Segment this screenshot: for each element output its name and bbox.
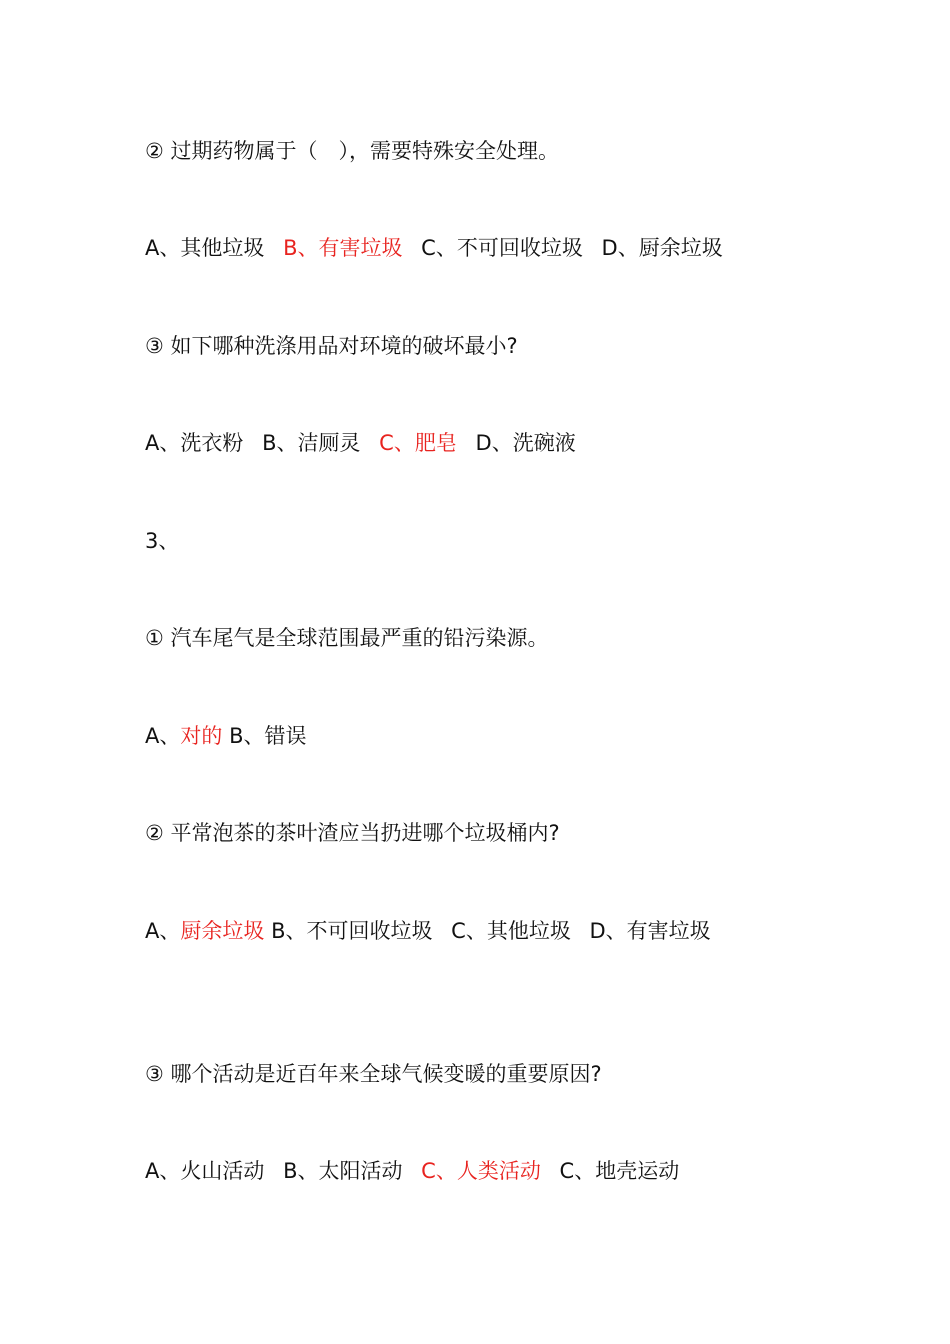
- option-b-answer: B、有害垃圾: [283, 236, 403, 260]
- option-d: D、有害垃圾: [589, 919, 711, 943]
- section-heading: 3、: [145, 529, 180, 553]
- options-3-1: [145, 721, 306, 751]
- options-2-3: [145, 428, 576, 458]
- option-d: D、洗碗液: [475, 431, 576, 455]
- option-d: D、厨余垃圾: [601, 236, 723, 260]
- option-a: A、火山活动: [145, 1159, 265, 1183]
- option-a: A、对的: [145, 724, 223, 748]
- option-b: B、错误: [229, 724, 307, 748]
- option-b: B、洁厕灵: [262, 431, 361, 455]
- option-a: A、其他垃圾: [145, 236, 265, 260]
- option-c: C、不可回收垃圾: [421, 236, 583, 260]
- question-3-2: ② 平常泡茶的茶叶渣应当扔进哪个垃圾桶内?: [145, 821, 560, 845]
- option-c-answer: C、人类活动: [421, 1159, 541, 1183]
- option-c: C、其他垃圾: [451, 919, 571, 943]
- option-a: A、洗衣粉: [145, 431, 244, 455]
- option-a-answer-text: 厨余垃圾: [180, 919, 265, 943]
- option-a-answer-text: 对的: [180, 724, 223, 748]
- question-3-3: ③ 哪个活动是近百年来全球气候变暖的重要原因?: [145, 1062, 602, 1086]
- option-b: B、不可回收垃圾: [271, 919, 433, 943]
- option-a: A、厨余垃圾: [145, 919, 265, 943]
- option-c-answer: C、肥皂: [379, 431, 457, 455]
- option-c-second: C、地壳运动: [559, 1159, 680, 1183]
- options-3-2: [145, 916, 711, 946]
- option-b: B、太阳活动: [283, 1159, 403, 1183]
- question-2-3: ③ 如下哪种洗涤用品对环境的破坏最小?: [145, 334, 518, 358]
- question-2-2: ② 过期药物属于（ ），需要特殊安全处理。: [145, 139, 559, 163]
- options-3-3: [145, 1156, 679, 1186]
- question-3-1: ① 汽车尾气是全球范围最严重的铅污染源。: [145, 626, 549, 650]
- options-2-2: [145, 233, 723, 263]
